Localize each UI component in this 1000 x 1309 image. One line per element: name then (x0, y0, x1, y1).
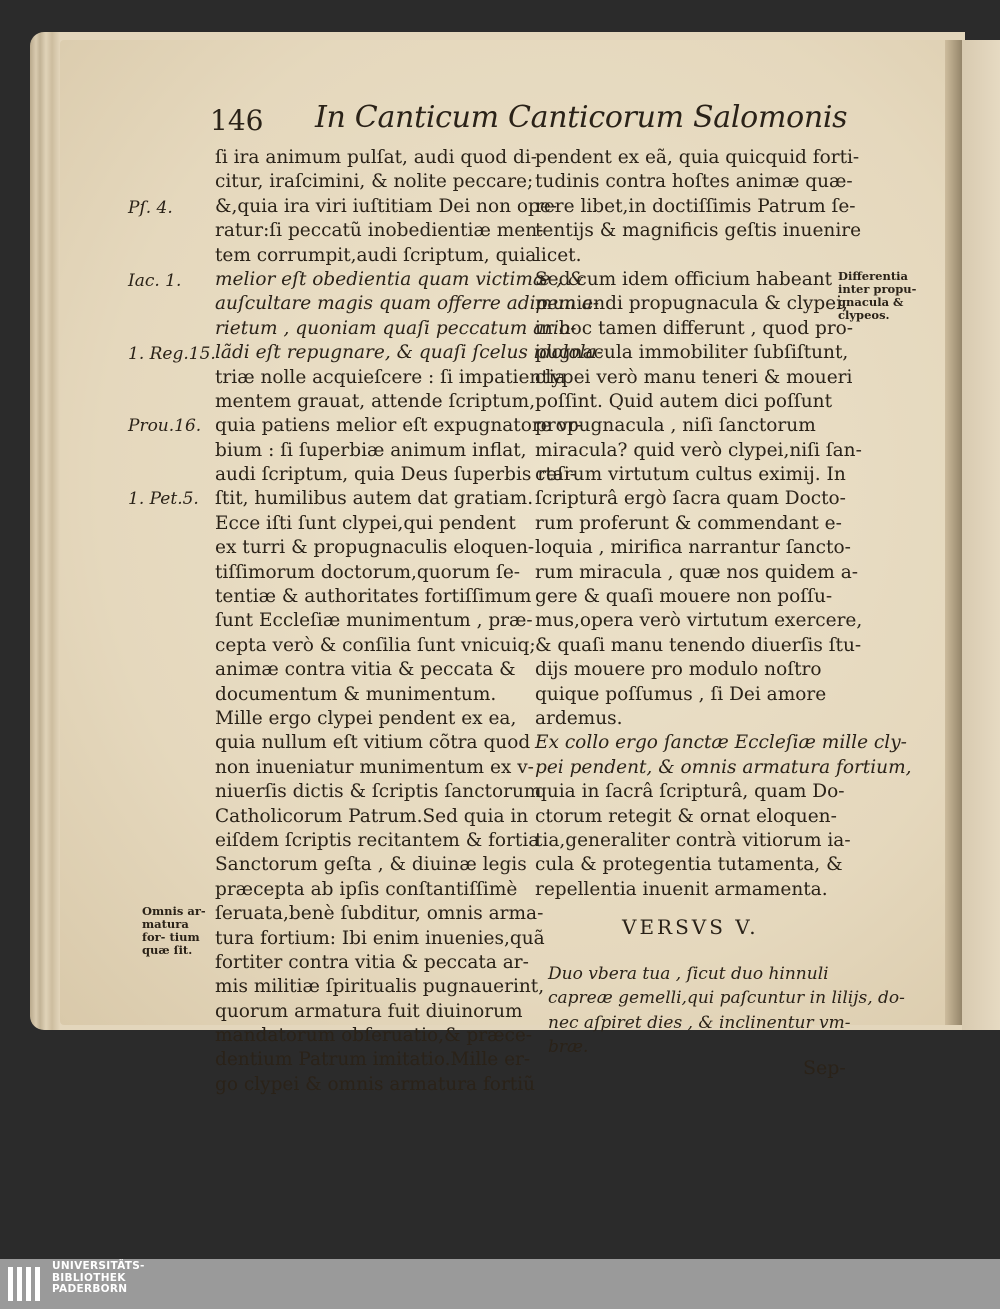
left-column-line: documentum & munimentum. (215, 683, 497, 705)
right-column-line: quia in ſacrâ ſcripturâ, quam Do- (535, 781, 845, 803)
left-column-line: Mille ergo clypei pendent ex ea, (215, 707, 517, 729)
left-column-line: tura fortium: Ibi enim inuenies,quã (215, 927, 545, 949)
left-column-line: ſi ira animum pulſat, audi quod di- (215, 147, 538, 168)
left-column-line: præcepta ab ipſis conſtantiſſimè (215, 878, 518, 900)
library-logo-text (52, 1261, 145, 1296)
left-column-line: audi ſcriptum, quia Deus ſuperbis reſi- (215, 464, 577, 486)
right-column-line: Sed cum idem officium habeant (535, 268, 833, 290)
left-column-line: ex turri & propugnaculis eloquen- (215, 537, 535, 559)
left-column-line: niuerſis dictis & ſcriptis ſanctorum (215, 781, 542, 803)
left-column-line: lãdi eſt repugnare, & quaſi ſcelus idolola- (215, 342, 603, 364)
left-column-line: Sanctorum geſta , & diuinæ legis (215, 854, 527, 876)
logo-line-3: PADERBORN (52, 1283, 128, 1295)
verse-line: capreæ gemelli,qui paſcuntur in lilijs, do- (548, 988, 905, 1009)
left-column-line: non inueniatur munimentum ex v- (215, 756, 534, 778)
verse-line: bræ. (548, 1037, 589, 1058)
right-column-line: mus,opera verò virtutum exercere, (535, 610, 863, 632)
margin-ref-pet: 1. Pet.5. (128, 489, 199, 509)
right-column-line: muniendi propugnacula & clypei, (535, 293, 848, 315)
left-column-line: citur, iraſcimini, & nolite peccare; (215, 171, 534, 193)
right-column-line: in hoc tamen differunt , quod pro- (535, 317, 854, 339)
logo-line-2: BIBLIOTHEK (52, 1271, 126, 1284)
right-column-line: tia,generaliter contrà vitiorum ia- (535, 829, 851, 851)
left-column-line: animæ contra vitia & peccata & (215, 659, 516, 681)
left-column-line: quia patiens melior eſt expugnatore vr- (215, 415, 584, 437)
right-column-line: ctorum retegit & ornat eloquen- (535, 805, 837, 827)
right-text-column (535, 146, 912, 902)
right-column-line: loquia , mirifica narrantur ſancto- (535, 537, 851, 559)
left-column-line: bium : ſi ſuperbiæ animum inflat, (215, 439, 527, 461)
verse-heading: VERSVS V. (622, 915, 759, 939)
left-column-line: quia nullum eſt vitium cõtra quod (215, 732, 531, 754)
right-column-line: rum proferunt & commendant e- (535, 512, 842, 534)
left-column-line: eiſdem ſcriptis recitantem & fortia (215, 829, 540, 851)
margin-ref-prou: Prou.16. (128, 416, 202, 436)
left-column-line: &,quia ira viri iuſtitiam Dei non ope- (215, 195, 558, 217)
margin-ref-iac: Iac. 1. (128, 271, 182, 291)
library-logo-icon (6, 1263, 44, 1305)
left-column-line: go clypei & omnis armatura fortiũ (215, 1073, 536, 1095)
right-column-line: rere libet,in doctiſſimis Patrum ſe- (535, 195, 856, 217)
right-column-line: quique poſſumus , ſi Dei amore (535, 683, 827, 705)
right-column-line: pendent ex eã, quia quicquid forti- (535, 147, 860, 168)
left-column-line: cepta verò & conſilia ſunt vnicuiq; (215, 634, 536, 656)
left-column-line: fortiter contra vitia & peccata ar- (215, 951, 529, 973)
running-head: In Canticum Canticorum Salomonis (315, 100, 848, 135)
left-column-line: ſtit, humilibus autem dat gratiam. (215, 488, 534, 510)
right-column-line: pugnacula immobiliter ſubſiſtunt, (535, 342, 849, 364)
right-column-line: rum miracula , quæ nos quidem a- (535, 561, 859, 583)
page-number: 146 (210, 104, 264, 137)
right-column-line: tudinis contra hoſtes animæ quæ- (535, 171, 853, 193)
left-column-line: Ecce iſti ſunt clypei,qui pendent (215, 512, 516, 534)
left-column-line: Catholicorum Patrum.Sed quia in (215, 805, 529, 827)
left-column-line: tem corrumpit,audi ſcriptum, quia (215, 244, 537, 266)
margin-ref-reg: 1. Reg.15. (128, 344, 216, 364)
right-column-line: miracula? quid verò clypei,niſi ſan- (535, 439, 862, 461)
margin-ref-ps: Pſ. 4. (128, 198, 173, 218)
right-column-line: gere & quaſi mouere non poſſu- (535, 586, 833, 608)
left-column-line: mandatorum obſeruatio,& præce- (215, 1025, 533, 1047)
right-column-line: tentijs & magnificis geſtis inuenire (535, 220, 862, 242)
right-column-line: ſcripturâ ergò ſacra quam Docto- (535, 488, 846, 510)
left-column-line: tiſſimorum doctorum,quorum ſe- (215, 561, 521, 583)
verse-line: Duo vbera tua , ſicut duo hinnuli (548, 964, 829, 984)
left-column-line: rietum , quoniam quaſi peccatum ario- (215, 317, 577, 339)
right-column-line: Ex collo ergo ſanctæ Eccleſiæ mille cly- (535, 732, 907, 754)
left-column-line: ſeruata,benè ſubditur, omnis arma- (215, 903, 544, 925)
left-column-line: triæ nolle acquieſcere : ſi impatientia (215, 366, 566, 388)
right-column-line: poſſint. Quid autem dici poſſunt (535, 390, 833, 412)
left-column-line: tentiæ & authoritates fortiſſimum (215, 586, 532, 608)
left-column-line: dentium Patrum imitatio.Mille er- (215, 1049, 531, 1071)
facing-page-edge (962, 40, 1000, 1030)
right-column-line: pei pendent, & omnis armatura fortium, (535, 756, 912, 778)
left-column-line: melior eſt obedientia quam victimæ , & (215, 268, 585, 290)
verse-text (548, 962, 905, 1060)
left-column-line: mis militiæ ſpiritualis pugnauerint, (215, 976, 545, 998)
right-column-line: repellentia inuenit armamenta. (535, 878, 828, 900)
right-column-line: propugnacula , niſi ſanctorum (535, 415, 816, 437)
right-column-line: dijs mouere pro modulo noſtro (535, 659, 822, 681)
left-column-line: ratur:ſi peccatũ inobedientiæ men- (215, 220, 544, 242)
right-column-line: licet. (535, 244, 582, 266)
logo-line-1: UNIVERSITÄTS- (52, 1260, 145, 1272)
verse-line: nec aſpiret dies , & inclinentur vm- (548, 1012, 851, 1033)
right-column-line: ardemus. (535, 707, 623, 729)
right-column-line: cula & protegentia tutamenta, & (535, 854, 843, 876)
left-column-line: ſunt Eccleſiæ munimentum , præ- (215, 610, 533, 632)
left-column-line: mentem grauat, attende ſcriptum, (215, 390, 536, 412)
left-column-line: quorum armatura fuit diuinorum (215, 1000, 523, 1022)
catchword: Sep- (803, 1057, 846, 1079)
left-column-line: auſcultare magis quam offerre adipem a- (215, 293, 600, 315)
footer-bar (0, 1259, 1000, 1309)
right-column-line: ctarum virtutum cultus eximij. In (535, 464, 846, 486)
margin-note-differentia: Differentia inter propu- gnacula & clypeos. (838, 269, 917, 322)
right-column-line: & quaſi manu tenendo diuerſis ſtu- (535, 634, 862, 656)
right-column-line: clypei verò manu teneri & moueri (535, 366, 853, 388)
margin-note-omnis: Omnis ar- matura for- tium quæ ſit. (142, 904, 206, 957)
